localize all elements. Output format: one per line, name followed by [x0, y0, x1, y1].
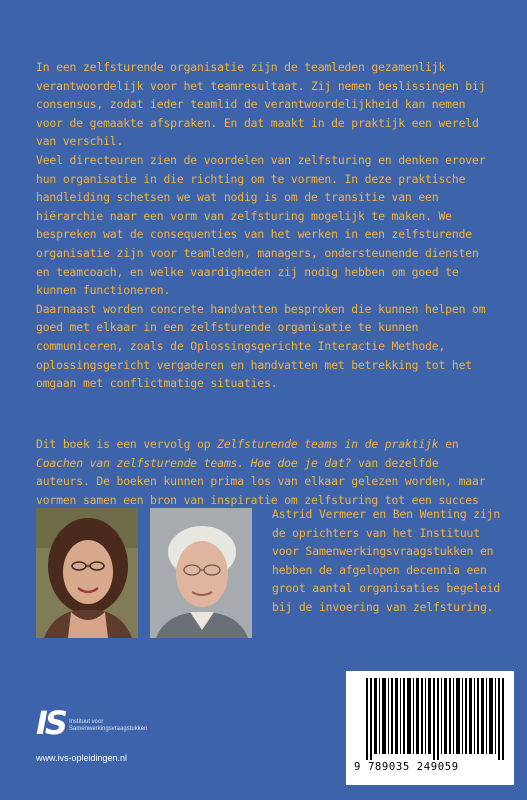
logo-subtitle-line-2: Samenwerkingsvraagstukken	[69, 726, 148, 732]
author-photo-ben	[150, 508, 252, 638]
isbn-barcode	[346, 671, 514, 785]
sequel-intro: Dit boek is een vervolg op	[36, 437, 218, 451]
blurb-main	[36, 58, 496, 393]
blurb-paragraph-3: Daarnaast worden concrete handvatten besproken die kunnen helpen om goed met elkaar in een zelfsturende organisatie te kunnen communiceren, zoals de Oplossingsgerichte Interactie Methode, oplossingsgericht vergaderen en handvatten met betrekking tot het omgaan met conflictmatige situaties.	[36, 301, 486, 391]
sequel-title-2: Coachen van zelfsturende teams. Hoe doe je dat?	[36, 455, 352, 470]
sequel-rest: van dezelfde auteurs. De boeken kunnen prima los van elkaar gelezen worden, maar vormen samen een bron van inspiratie om zelfsturing tot een succes	[36, 455, 486, 507]
publisher-logo	[36, 705, 146, 745]
isbn-number: 9 789035 249059	[354, 761, 459, 773]
logo-mark: IS	[36, 704, 65, 742]
barcode-bars	[366, 678, 508, 760]
author-photo-astrid	[36, 508, 138, 638]
sequel-and: en	[438, 437, 459, 451]
logo-subtitle-line-1: Instituut voor	[69, 719, 104, 725]
blurb-paragraph-2: Veel directeuren zien de voordelen van zelfsturing en denken erover hun organisatie in die richting om te vormen. In deze praktische handleiding schetsen we wat nodig is om de transitie van een hiërarchie naar een vorm van zelfsturing mogelijk te maken. We bespreken wat de consequenties van het werken in een zelfsturende organisatie zijn voor teamleden, managers, ondersteunende diensten en teamcoach, en welke vaardigheden zij nodig hebben om goed te kunnen functioneren.	[36, 152, 486, 298]
logo-subtitle	[69, 719, 147, 733]
sequel-title-1: Zelfsturende teams in de praktijk	[217, 437, 439, 451]
publisher-website: www.ivs-opleidingen.nl	[36, 753, 128, 763]
author-bio: Astrid Vermeer en Ben Wenting zijn de oprichters van het Instituut voor Samenwerkingsvraagstukken en hebben de afgelopen decennia een groot aantal organisaties begeleid bij de invoering van zelfsturing.	[272, 507, 501, 614]
blurb-paragraph-1: In een zelfsturende organisatie zijn de teamleden gezamenlijk verantwoordelijk voor het teamresultaat. Zij nemen beslissingen bij consensus, zodat ieder teamlid de verantwoordelijkheid kan nemen voor de gemaakte afspraken. En dat maakt in de praktijk een wereld van verschil.	[36, 60, 486, 149]
